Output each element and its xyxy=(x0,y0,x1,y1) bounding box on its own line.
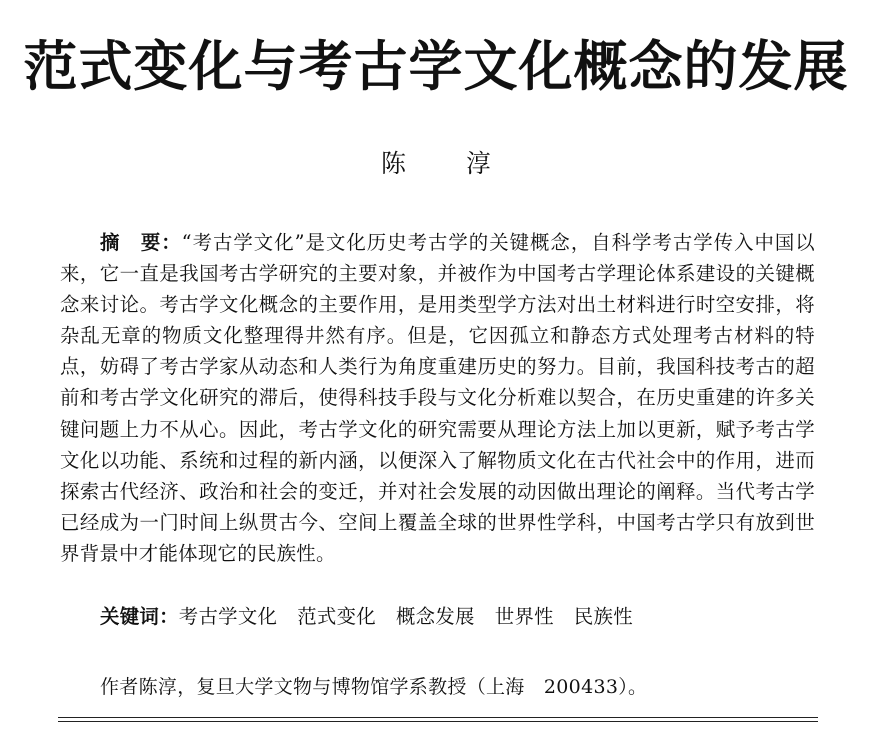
article-title: 范式变化与考古学文化概念的发展 xyxy=(23,35,849,98)
keyword: 范式变化 xyxy=(297,605,376,628)
footnote-divider xyxy=(58,717,818,718)
keyword: 民族性 xyxy=(573,605,633,628)
keyword: 考古学文化 xyxy=(178,605,278,628)
abstract xyxy=(60,227,815,569)
abstract-label: 摘 要： xyxy=(100,231,182,254)
author-name: 陈淳 xyxy=(380,149,551,178)
keywords-label: 关键词： xyxy=(100,605,179,628)
footnote-divider xyxy=(58,721,818,722)
keyword: 世界性 xyxy=(494,605,554,628)
keywords xyxy=(100,601,653,632)
author-affiliation-note: 作者陈淳，复旦大学文物与博物馆学系教授（上海 200433）。 xyxy=(100,676,648,698)
abstract-text: “考古学文化”是文化历史考古学的关键概念，自科学考古学传入中国以来，它一直是我国考古学研究的主要对象，并被作为中国考古学理论体系建设的关键概念来讨论。考古学文化概念的主要作用，是用类型学方法对出土材料进行时空安排，将杂乱无章的物质文化整理得井然有序。但是，它因孤立和静态方式处理考古材料的特点，妨碍了考古学家从动态和人类行为角度重建历史的努力。目前，我国科技考古的超前和考古学文化研究的滞后，使得科技手段与文化分析难以契合，在历史重建的许多关键问题上力不从心。因此，考古学文化的研究需要从理论方法上加以更新，赋予考古学文化以功能、系统和过程的新内涵，以便深入了解物质文化在古代社会中的作用，进而探索古代经济、政治和社会的变迁，并对社会发展的动因做出理论的阐释。当代考古学已经成为一门时间上纵贯古今、空间上覆盖全球的世界性学科，中国考古学只有放到世界背景中才能体现它的民族性。 xyxy=(60,231,815,565)
keyword: 概念发展 xyxy=(395,605,475,628)
